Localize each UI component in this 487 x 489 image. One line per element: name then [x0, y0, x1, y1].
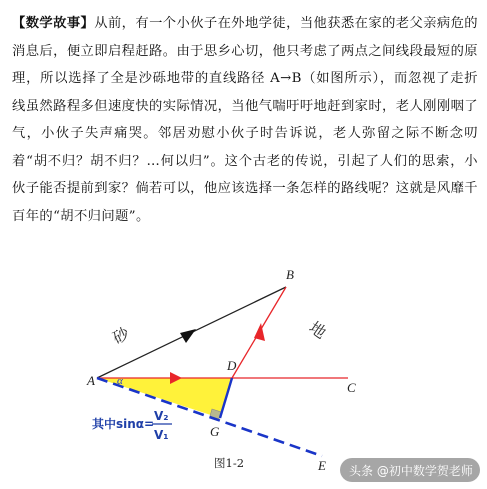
formula-denominator: V₁: [154, 428, 169, 442]
arrow-ab: [180, 329, 196, 343]
label-land: 地: [305, 317, 330, 343]
figure-caption: 图1-2: [214, 456, 245, 470]
formula-prefix: 其中sinα=: [92, 417, 155, 431]
label-c: C: [347, 380, 356, 395]
watermark: [340, 458, 480, 482]
story-body: 从前，有一个小伙子在外地学徒，当他获悉在家的老父亲病危的消息后，便立即启程赶路。由于思乡心切，他只考虑了两点之间线段最短的原理，所以选择了全是沙砾地带的直线路径 A→B（如图所示），而忽视了走折线虽然路程多但速度快的实际情况，当他气喘吁吁地赶到家时，老人刚刚咽了气，小伙子失声痛哭。邻居劝慰小伙子时告诉说，老人弥留之际不断念叨着“胡不归？胡不归？…何以归”。这个古老的传说，引起了人们的思索，小伙子能否提前到家？倘若可以，他应该选择一条怎样的路线呢？这就是风靡千百年的“胡不归问题”。: [12, 16, 479, 224]
label-b: B: [286, 267, 294, 282]
label-d: D: [227, 358, 237, 373]
watermark-text: 头条 @初中数学贺老师: [349, 464, 473, 478]
label-g: G: [210, 424, 220, 439]
formula-numerator: V₂: [154, 409, 169, 423]
label-e: E: [318, 458, 326, 473]
label-a: A: [87, 373, 95, 388]
story-lead: 【数学故事】: [12, 16, 95, 31]
label-sand: 砂: [109, 323, 133, 348]
label-alpha: α: [117, 375, 123, 387]
